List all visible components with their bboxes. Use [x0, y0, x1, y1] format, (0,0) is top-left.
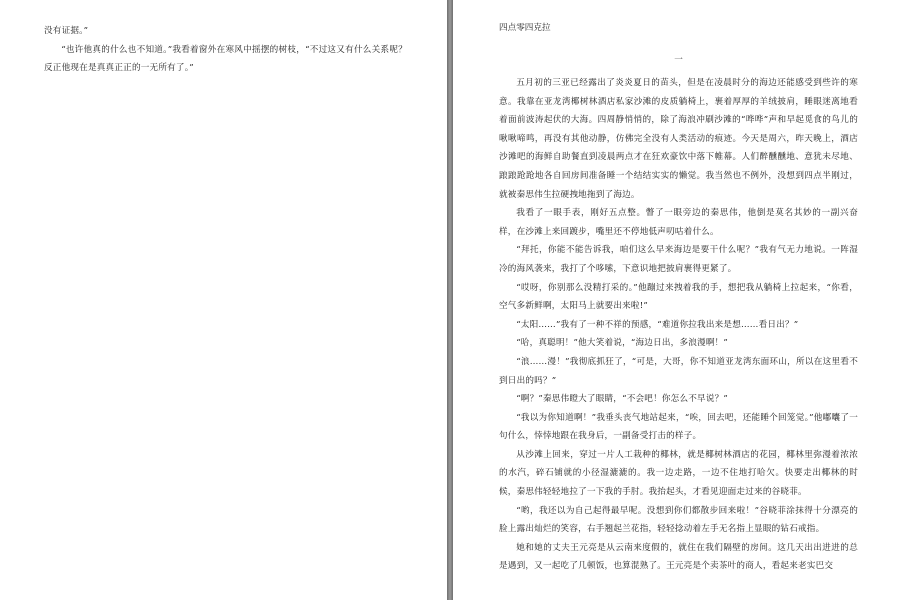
- body-paragraph: “拜托，你能不能告诉我，咱们这么早来海边是要干什么呢？”我有气无力地说。一阵湿冷的海风袭来，我打了个哆嗦，下意识地把披肩裹得更紧了。: [499, 245, 858, 274]
- body-paragraph: “哈，真聪明！”他大笑着说，“海边日出，多浪漫啊！”: [516, 338, 729, 349]
- left-paragraph-1: 没有证据。”: [44, 26, 89, 36]
- body-paragraph: 五月初的三亚已经露出了炎炎夏日的苗头，但是在凌晨时分的海边还能感受到些许的寒意。我靠在亚龙湾椰树林酒店私家沙滩的皮质躺椅上，裹着厚厚的羊绒披肩，睡眼迷离地看着面前波涛起伏的大海。四周静悄悄的，除了海浪冲刷沙滩的“哗哗”声和早起觅食的鸟儿的啾啾啼鸣，再没有其他动静，仿佛完全没有人类活动的痕迹。今天是周六，昨天晚上，酒店沙滩吧的海鲜自助餐直到凌晨两点才在狂欢豪饮中落下帷幕。人们醉醺醺地、意犹未尽地、踉踉跄跄地各自回房间准备睡一个结结实实的懒觉。我当然也不例外，没想到四点半刚过，就被秦思伟生拉硬拽地拖到了海边。: [499, 78, 858, 200]
- left-page: [0, 0, 447, 600]
- section-number: 一: [674, 55, 683, 65]
- running-header: 四点零四克拉: [499, 23, 551, 33]
- body-paragraph: “我以为你知道啊！”我垂头丧气地站起来，“唉，回去吧，还能睡个回笼觉。”他嘟囔了一句什么，悻悻地跟在我身后，一副备受打击的样子。: [499, 412, 858, 442]
- body-paragraph: “哎呀，你别那么没精打采的。”他蹦过来拽着我的手，想把我从躺椅上拉起来，“你看，空气多新鲜啊，太阳马上就要出来啦!”: [499, 282, 858, 312]
- body-paragraph: 她和她的丈夫王元亮是从云南来度假的，就住在我们隔壁的房间。这几天出出进进的总是遇到，又一起吃了几顿饭，也算混熟了。王元亮是个卖茶叶的商人，看起来老实巴交: [499, 542, 858, 572]
- body-paragraph: “啊？”秦思伟瞪大了眼睛，“不会吧！你怎么不早说？”: [516, 394, 729, 405]
- body-paragraph: “太阳……”我有了一种不祥的预感，“难道你拉我出来是想……看日出？”: [516, 319, 799, 330]
- left-paragraph-2: “也许他真的什么也不知道。”我看着窗外在寒风中摇摆的树枝，“不过这又有什么关系呢？反正他现在是真真正正的一无所有了。”: [44, 44, 407, 74]
- body-paragraph: “浪……漫！”我彻底抓狂了，“可是，大哥，你不知道亚龙湾东面环山，所以在这里看不到日出的吗？”: [499, 356, 858, 386]
- right-page: [453, 0, 900, 600]
- body-paragraph: “哟，我还以为自己起得最早呢。没想到你们都散步回来啦！”谷晓菲涂抹得十分漂亮的脸上露出灿烂的笑容，右手翘起兰花指，轻轻捻动着左手无名指上显眼的钻石戒指。: [499, 505, 858, 535]
- body-paragraph: 从沙滩上回来，穿过一片人工栽种的椰林，就是椰树林酒店的花园，椰林里弥漫着浓浓的水汽，碎石铺就的小径湿漉漉的。我一边走路，一边不住地打哈欠。快要走出椰林的时候，秦思伟轻轻地拉了一下我的手肘。我抬起头，才看见迎面走过来的谷晓菲。: [499, 449, 858, 498]
- body-paragraph: 我看了一眼手表，刚好五点整。瞥了一眼旁边的秦思伟，他倒是莫名其妙的一副兴奋样，在沙滩上来回踱步，嘴里还不停地低声叨咕着什么。: [499, 208, 858, 237]
